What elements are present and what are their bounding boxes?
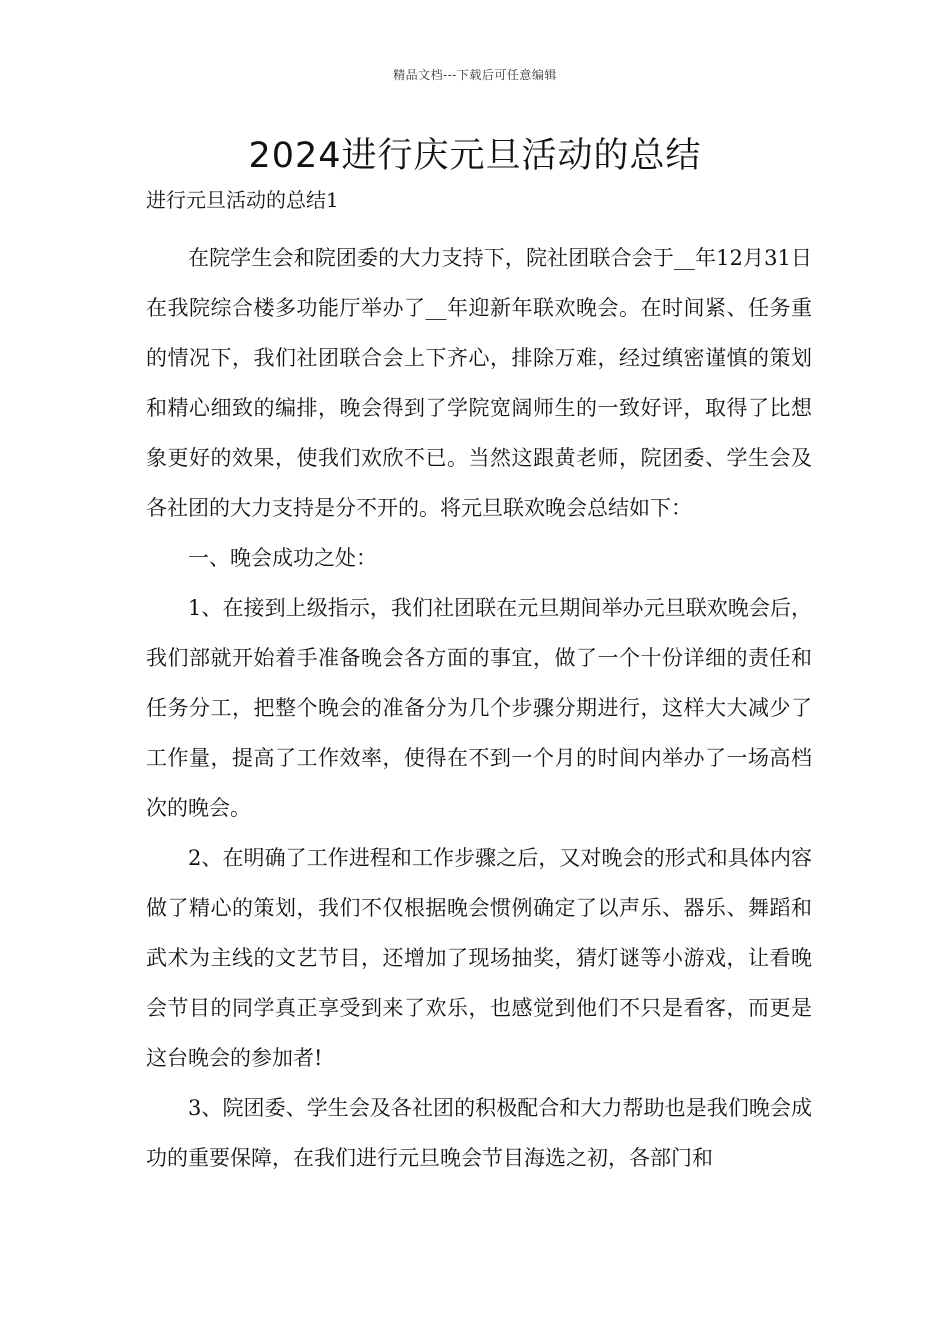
paragraph-point-2: 2、在明确了工作进程和工作步骤之后，又对晚会的形式和具体内容做了精心的策划，我们不仅根据晚会惯例确定了以声乐、器乐、舞蹈和武术为主线的文艺节目，还增加了现场抽奖，猜灯谜等小游戏，让看晚会节目的同学真正享受到来了欢乐，也感觉到他们不只是看客，而更是这台晚会的参加者! [146,846,812,1070]
paragraph-heading-success: 一、晚会成功之处： [188,546,377,570]
header-note: 精品文档---下载后可任意编辑 [393,68,557,82]
section-subtitle: 进行元旦活动的总结1 [146,188,339,212]
paragraph-point-3: 3、院团委、学生会及各社团的积极配合和大力帮助也是我们晚会成功的重要保障，在我们进行元旦晚会节目海选之初，各部门和 [146,1096,812,1170]
paragraph-intro: 在院学生会和院团委的大力支持下，院社团联合会于__年12月31日在我院综合楼多功能厅举办了__年迎新年联欢晚会。在时间紧、任务重的情况下，我们社团联合会上下齐心，排除万难，经过缜密谨慎的策划和精心细致的编排，晚会得到了学院宽阔师生的一致好评，取得了比想象更好的效果，使我们欢欣不已。当然这跟黄老师，院团委、学生会及各社团的大力支持是分不开的。将元旦联欢晚会总结如下： [146,246,812,520]
document-body [146,233,812,1183]
paragraph-point-1: 1、在接到上级指示，我们社团联在元旦期间举办元旦联欢晚会后，我们部就开始着手准备晚会各方面的事宜，做了一个十份详细的责任和任务分工，把整个晚会的准备分为几个步骤分期进行，这样大大减少了工作量，提高了工作效率，使得在不到一个月的时间内举办了一场高档次的晚会。 [146,596,812,820]
document-title: 2024进行庆元旦活动的总结 [248,136,702,176]
